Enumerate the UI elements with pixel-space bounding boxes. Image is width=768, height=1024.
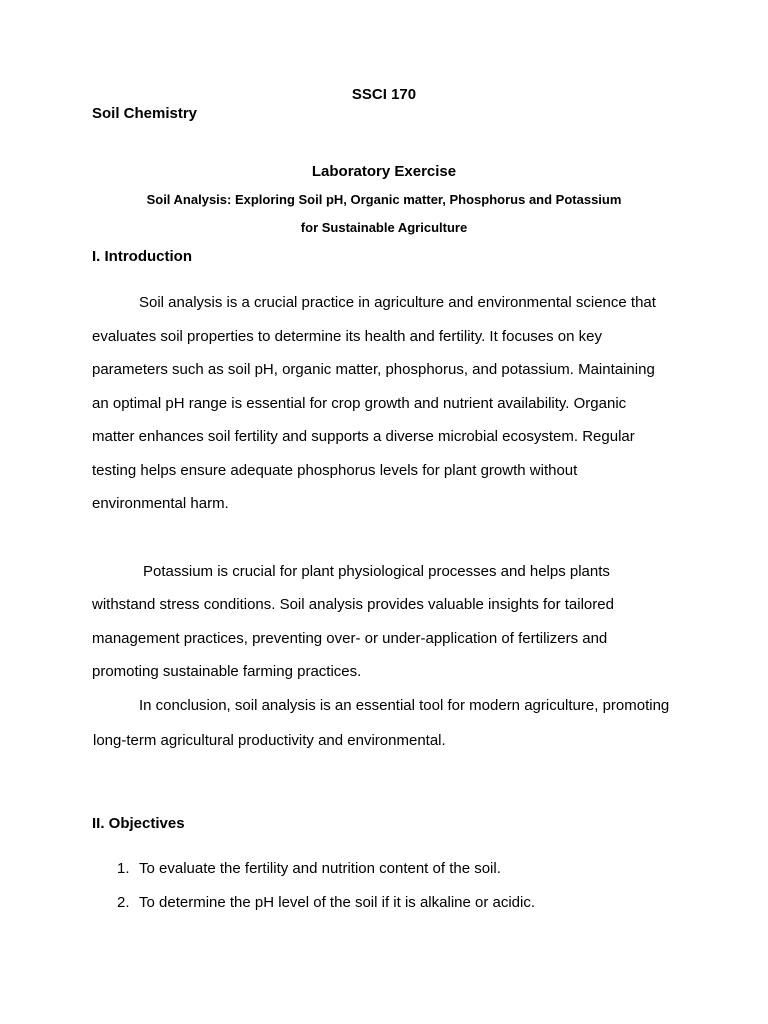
intro-p1-line-1: Soil analysis is a crucial practice in agriculture and environmental science that (139, 294, 656, 311)
intro-p1-line-4: an optimal pH range is essential for crop growth and nutrient availability. Organic (92, 395, 627, 412)
intro-p2-line-4: promoting sustainable farming practices. (92, 663, 362, 680)
lab-title: Laboratory Exercise (311, 163, 457, 180)
course-code: SSCI 170 (351, 86, 417, 103)
intro-p1-line-7: environmental harm. (92, 495, 229, 512)
subtitle-line-1: Soil Analysis: Exploring Soil pH, Organic matter, Phosphorus and Potassium (146, 192, 622, 207)
intro-p2-line-3: management practices, preventing over- or under-application of fertilizers and (92, 630, 608, 647)
objective-1-number: 1. (117, 860, 130, 877)
introduction-heading: I. Introduction (92, 248, 192, 265)
course-name: Soil Chemistry (92, 105, 198, 122)
intro-p1-line-2: evaluates soil properties to determine its health and fertility. It focuses on key (92, 328, 602, 345)
intro-p1-line-3: parameters such as soil pH, organic matter, phosphorus, and potassium. Maintaining (92, 361, 655, 378)
objective-1-text: To evaluate the fertility and nutrition content of the soil. (139, 860, 501, 877)
intro-p1-line-5: matter enhances soil fertility and supports a diverse microbial ecosystem. Regular (92, 428, 635, 445)
intro-p2-line-2: withstand stress conditions. Soil analysis provides valuable insights for tailored (92, 596, 614, 613)
objective-2-number: 2. (117, 894, 130, 911)
intro-p1-line-6: testing helps ensure adequate phosphorus levels for plant growth without (92, 462, 578, 479)
subtitle-line-2: for Sustainable Agriculture (300, 220, 468, 235)
intro-p2-line-1: Potassium is crucial for plant physiological processes and helps plants (143, 563, 610, 580)
objective-2-text: To determine the pH level of the soil if it is alkaline or acidic. (139, 894, 536, 911)
intro-p3-line-1: In conclusion, soil analysis is an essential tool for modern agriculture, promoting (139, 697, 670, 714)
objectives-heading: II. Objectives (92, 815, 185, 832)
intro-p3-line-2: long-term agricultural productivity and environmental. (93, 732, 446, 749)
